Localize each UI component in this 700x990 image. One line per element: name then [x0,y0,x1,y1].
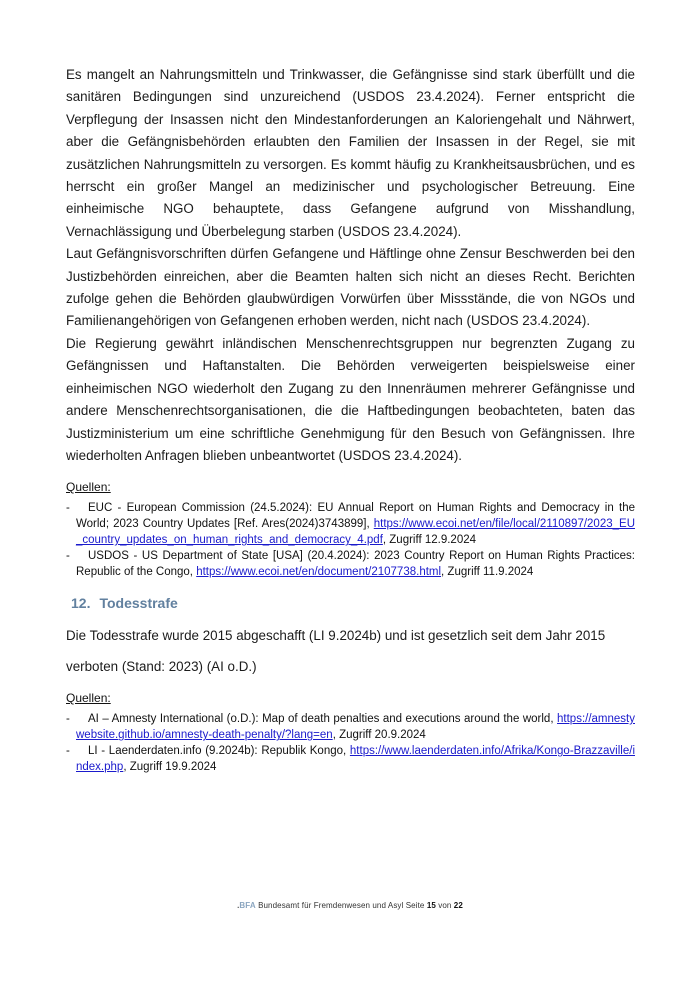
source-link-usdos[interactable]: https://www.ecoi.net/en/document/2107738.html [196,566,442,579]
bfa-logo: BFA [239,901,256,910]
source-item-usdos [66,548,635,580]
bfa-logo-dot: . [237,901,240,910]
source-text-after: , Zugriff 11.9.2024 [441,566,534,579]
footer-total-pages: 22 [453,901,463,910]
source-text-after: , Zugriff 20.9.2024 [332,729,426,742]
footer-page-word: Seite [405,901,425,910]
sources-block-death-penalty [66,691,635,775]
source-link-amnesty[interactable]: https://amnestywebsite.github.io/amnesty-death-penalty/?lang=en [76,713,635,742]
paragraph-prison-conditions: Es mangelt an Nahrungsmitteln und Trinkwasser, die Gefängnisse sind stark überfüllt und die sanitären Bedingungen sind unzureichend (USDOS 23.4.2024). Ferner entspricht die Verpflegung der Insassen nicht den Mindestanforderungen an Kaloriengehalt und Nährwert, aber die Gefängnisbehörden erlaubten den Familien der Insassen in der Regel, sie mit zusätzlichen Nahrungsmitteln zu versorgen. Es kommt häufig zu Krankheitsausbrüchen, und es herrscht ein großer Mangel an medizinischer und psychologischer Betreuung. Eine einheimische NGO behauptete, dass Gefangene aufgrund von Misshandlung, Vernachlässigung und Überbelegung starben (USDOS 23.4.2024). [66,67,635,239]
footer-page-number: 15 [426,901,436,910]
footer-of-word: von [438,901,452,910]
sources-block-prison [66,480,635,580]
source-text-before: AI – Amnesty International (o.D.): Map of death penalties and executions around the world, [88,713,558,726]
bullet-dash: - [66,745,70,758]
source-item-li [66,743,635,775]
paragraph-ngo-access: Die Regierung gewährt inländischen Menschenrechtsgruppen nur begrenzten Zugang zu Gefängnissen und Haftanstalten. Die Behörden verweigerten beispielsweise einer einheimischen NGO wiederholt den Zugang zu den Innenräumen mehrerer Gefängnisse und andere Menschenrechtsorganisationen, die die Haftbedingungen beobachteten, baten das Justizministerium um eine schriftliche Genehmigung für den Besuch von Gefängnissen. Ihre wiederholten Anfragen blieben unbeantwortet (USDOS 23.4.2024). [66,335,635,463]
paragraph-prisoner-complaints: Laut Gefängnisvorschriften dürfen Gefangene und Häftlinge ohne Zensur Beschwerden bei den Justizbehörden einreichen, aber die Beamten halten sich nicht an dieses Recht. Berichten zufolge gehen die Behörden glaubwürdigen Vorwürfen über Missstände, die von NGOs und Familienangehörigen von Gefangenen erhoben werden, nicht nach (USDOS 23.4.2024). [66,246,635,329]
source-text-after: , Zugriff 19.9.2024 [123,761,217,774]
page-footer [0,901,700,910]
section-number: 12. [71,595,91,612]
source-text-before: LI - Laenderdaten.info (9.2024b): Republik Kongo, [88,745,350,758]
source-text-before: USDOS - US Department of State [USA] (20.4.2024): 2023 Country Report on Human Rights Practices: Republic of the Congo, [76,550,635,579]
section-title: Todesstrafe [99,595,178,612]
bullet-dash: - [66,713,70,726]
source-text-after: , Zugriff 12.9.2024 [382,534,477,547]
source-item-euc [66,500,635,548]
bullet-dash: - [66,550,70,563]
sources-heading: Quellen: [66,691,111,706]
section-heading-todesstrafe [71,595,635,611]
source-link-laenderdaten[interactable]: https://www.laenderdaten.info/Afrika/Kongo-Brazzaville/index.php [76,745,635,774]
sources-heading: Quellen: [66,480,111,495]
bullet-dash: - [66,502,70,515]
source-link-euc[interactable]: https://www.ecoi.net/en/file/local/2110897/2023_EU_country_updates_on_human_rights_and_democracy_4.pdf [76,518,635,547]
paragraph-todesstrafe: Die Todesstrafe wurde 2015 abgeschafft (LI 9.2024b) und ist gesetzlich seit dem Jahr 2015 verboten (Stand: 2023) (AI o.D.) [66,628,606,675]
footer-office-name: Bundesamt für Fremdenwesen und Asyl [258,901,404,910]
source-text-before: EUC - European Commission (24.5.2024): EU Annual Report on Human Rights and Democracy in the World; 2023 Country Updates [Ref. Ares(2024)3743899], [76,502,635,531]
source-item-ai [66,711,635,743]
page-content [66,64,635,775]
